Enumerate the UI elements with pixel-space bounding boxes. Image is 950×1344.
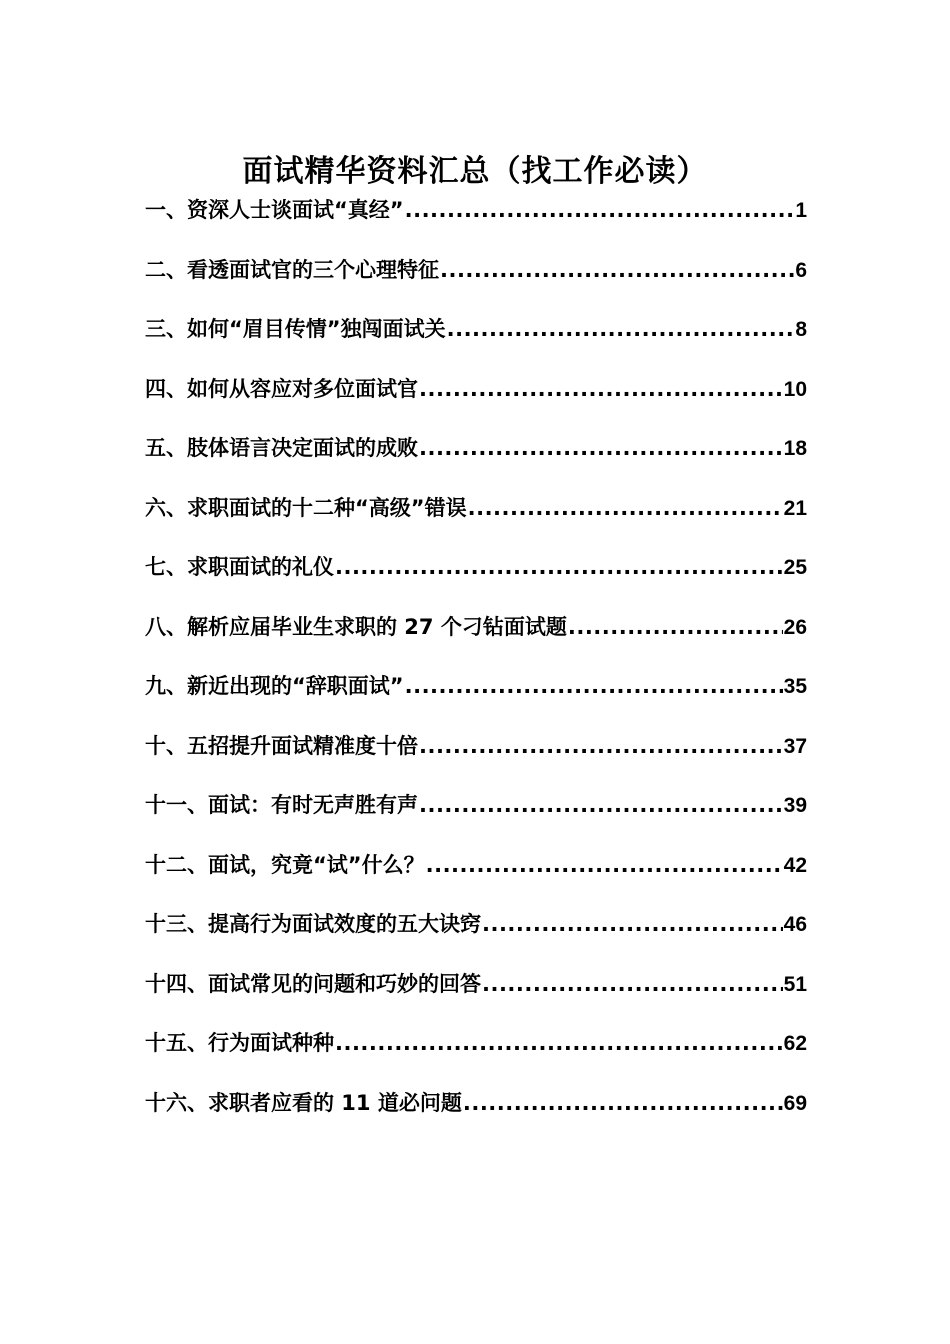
toc-entry[interactable]: [145, 250, 807, 310]
toc-entry-page: 69: [783, 1091, 807, 1115]
toc-entry-page: 42: [783, 853, 807, 877]
toc-entry-label: 十二、面试，究竟“试”什么？: [145, 852, 425, 877]
toc-entry-label: 十一、面试：有时无声胜有声: [145, 793, 418, 817]
toc-entry[interactable]: [145, 607, 807, 667]
table-of-contents: [145, 190, 807, 1142]
toc-entry-label: 一、资深人士谈面试“真经”: [145, 198, 404, 222]
toc-leader-dots: [405, 666, 783, 706]
toc-entry[interactable]: [145, 904, 807, 964]
toc-leader-dots: [419, 428, 783, 468]
toc-entry[interactable]: [145, 666, 807, 726]
toc-leader-dots: [426, 845, 783, 885]
toc-entry-page: 46: [783, 913, 807, 936]
toc-leader-dots: [419, 369, 783, 409]
toc-entry[interactable]: [145, 785, 807, 845]
toc-entry[interactable]: [145, 309, 807, 369]
toc-leader-dots: [405, 190, 795, 230]
toc-leader-dots: [482, 904, 783, 944]
toc-leader-dots: [419, 785, 783, 825]
toc-entry-label: 七、求职面试的礼仪: [145, 555, 334, 579]
toc-entry-label: 十五、行为面试种种: [145, 1031, 334, 1055]
toc-entry-label: 二、看透面试官的三个心理特征: [145, 257, 439, 282]
toc-leader-dots: [468, 488, 783, 528]
toc-entry-label: 三、如何“眉目传情”独闯面试关: [145, 317, 446, 341]
toc-entry[interactable]: [145, 1083, 807, 1143]
toc-entry-label: 五、肢体语言决定面试的成败: [145, 436, 418, 460]
toc-entry[interactable]: [145, 369, 807, 429]
page-title: 面试精华资料汇总（找工作必读）: [242, 154, 708, 190]
toc-leader-dots: [335, 1023, 783, 1063]
toc-leader-dots: [335, 547, 783, 587]
toc-entry-label: 十三、提高行为面试效度的五大诀窍: [145, 912, 481, 936]
toc-entry-page: 21: [783, 496, 807, 520]
toc-entry-label: 四、如何从容应对多位面试官: [145, 376, 418, 401]
toc-leader-dots: [447, 309, 795, 349]
toc-entry-label: 六、求职面试的十二种“高级”错误: [145, 495, 467, 520]
toc-entry-page: 25: [783, 556, 807, 579]
toc-entry-page: 6: [795, 258, 807, 282]
toc-entry[interactable]: [145, 190, 807, 250]
toc-entry-label: 八、解析应届毕业生求职的 27 个刁钻面试题: [145, 614, 567, 639]
toc-entry[interactable]: [145, 428, 807, 488]
toc-entry-label: 十、五招提升面试精准度十倍: [145, 733, 418, 758]
toc-entry[interactable]: [145, 964, 807, 1024]
toc-entry-page: 26: [783, 615, 807, 639]
toc-entry-page: 1: [795, 199, 807, 222]
toc-entry[interactable]: [145, 488, 807, 548]
toc-entry[interactable]: [145, 845, 807, 905]
toc-entry[interactable]: [145, 1023, 807, 1083]
toc-entry-label: 十六、求职者应看的 11 道必问题: [145, 1090, 462, 1115]
toc-entry-page: 8: [795, 318, 807, 341]
toc-leader-dots: [482, 964, 783, 1004]
toc-leader-dots: [440, 250, 794, 290]
toc-entry-page: 51: [783, 972, 807, 996]
toc-entry-page: 10: [783, 377, 807, 401]
toc-entry-page: 62: [783, 1032, 807, 1055]
toc-leader-dots: [419, 726, 783, 766]
toc-entry[interactable]: [145, 547, 807, 607]
toc-entry[interactable]: [145, 726, 807, 786]
toc-entry-page: 35: [783, 675, 807, 698]
toc-entry-page: 18: [783, 437, 807, 460]
toc-entry-page: 37: [783, 734, 807, 758]
toc-entry-page: 39: [783, 794, 807, 817]
toc-entry-label: 十四、面试常见的问题和巧妙的回答: [145, 971, 481, 996]
toc-leader-dots: [568, 607, 783, 647]
toc-entry-label: 九、新近出现的“辞职面试”: [145, 674, 404, 698]
toc-leader-dots: [463, 1083, 783, 1123]
